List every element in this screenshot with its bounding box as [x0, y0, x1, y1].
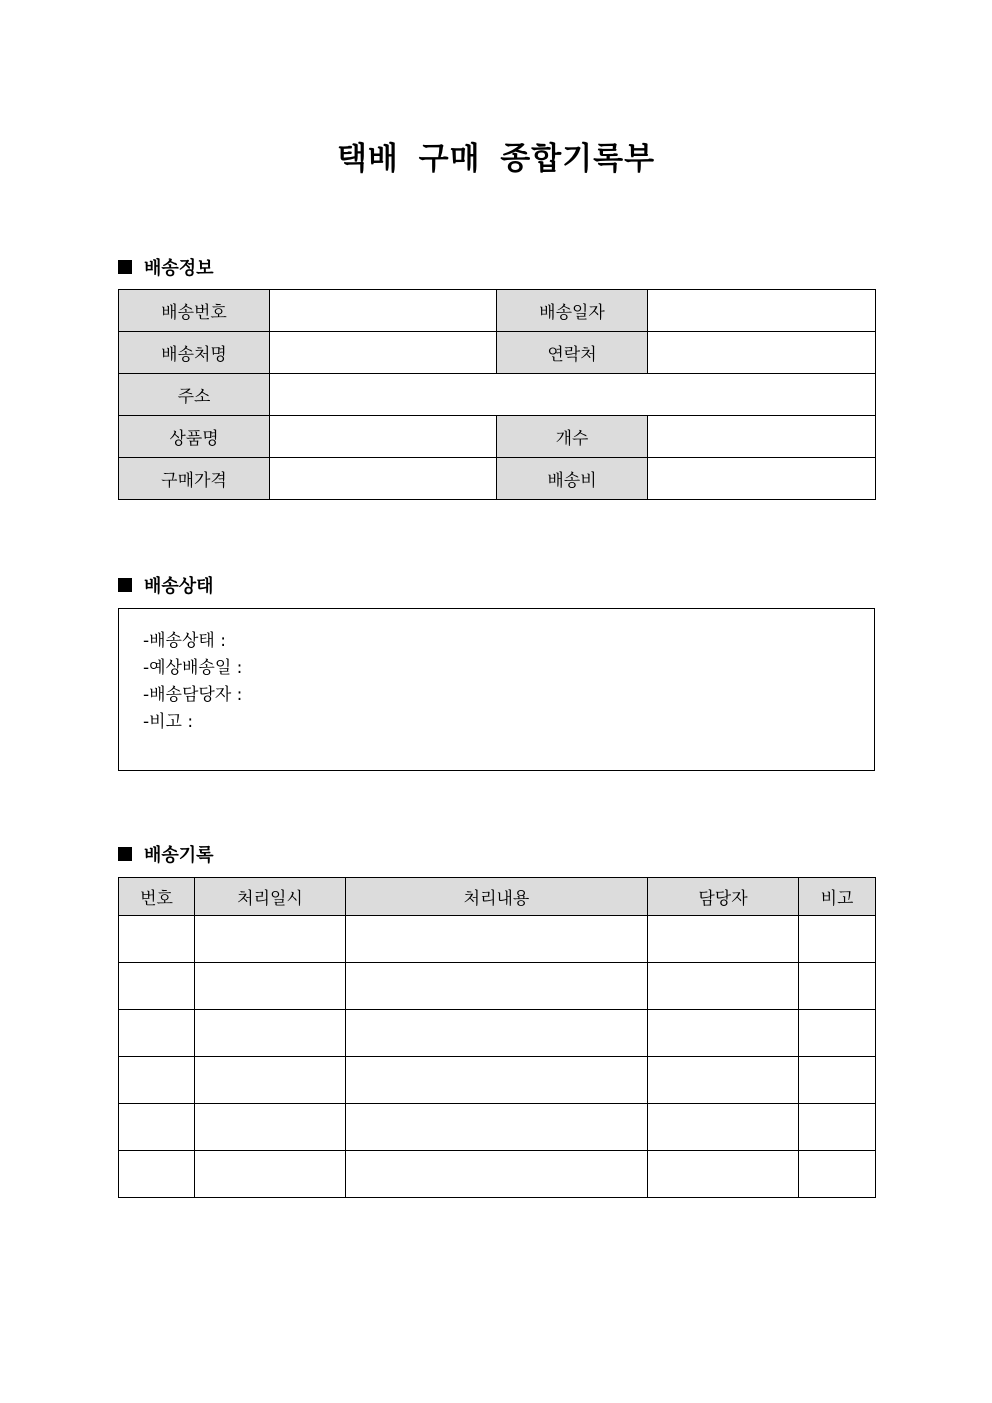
log-cell-no[interactable]	[119, 916, 195, 963]
status-expected-line: -예상배송일 :	[143, 658, 243, 678]
log-header-content: 처리내용	[346, 878, 648, 916]
square-bullet-icon	[118, 578, 132, 592]
log-cell-datetime[interactable]	[195, 1010, 346, 1057]
log-cell-content[interactable]	[346, 1010, 648, 1057]
table-row	[119, 458, 876, 500]
log-cell-datetime[interactable]	[195, 1057, 346, 1104]
table-row	[119, 332, 876, 374]
delivery-status-box[interactable]	[118, 608, 875, 771]
status-state-line: -배송상태 :	[143, 631, 226, 651]
log-header-manager: 담당자	[648, 878, 799, 916]
log-cell-manager[interactable]	[648, 1010, 799, 1057]
log-cell-manager[interactable]	[648, 1151, 799, 1198]
square-bullet-icon	[118, 260, 132, 274]
section-heading-status-label: 배송상태	[144, 576, 214, 597]
contact-label: 연락처	[497, 332, 648, 374]
contact-field[interactable]	[648, 332, 876, 374]
log-header-note: 비고	[799, 878, 876, 916]
table-row	[119, 1010, 876, 1057]
quantity-label: 개수	[497, 416, 648, 458]
status-manager-line: -배송담당자 :	[143, 685, 243, 705]
section-heading-log-label: 배송기록	[144, 845, 214, 866]
delivery-date-field[interactable]	[648, 290, 876, 332]
log-cell-content[interactable]	[346, 1151, 648, 1198]
section-heading-status	[118, 572, 214, 598]
shipping-fee-label: 배송비	[497, 458, 648, 500]
log-cell-no[interactable]	[119, 1057, 195, 1104]
address-field[interactable]	[270, 374, 876, 416]
log-body	[119, 916, 876, 1198]
address-label: 주소	[119, 374, 270, 416]
log-header-no: 번호	[119, 878, 195, 916]
log-cell-datetime[interactable]	[195, 963, 346, 1010]
log-cell-note[interactable]	[799, 1010, 876, 1057]
recipient-field[interactable]	[270, 332, 497, 374]
log-cell-content[interactable]	[346, 1104, 648, 1151]
log-cell-no[interactable]	[119, 963, 195, 1010]
log-cell-datetime[interactable]	[195, 916, 346, 963]
log-cell-no[interactable]	[119, 1151, 195, 1198]
delivery-date-label: 배송일자	[497, 290, 648, 332]
table-row	[119, 290, 876, 332]
delivery-no-label: 배송번호	[119, 290, 270, 332]
section-heading-info	[118, 254, 214, 280]
product-label: 상품명	[119, 416, 270, 458]
table-row	[119, 916, 876, 963]
log-cell-content[interactable]	[346, 963, 648, 1010]
log-cell-manager[interactable]	[648, 916, 799, 963]
log-cell-content[interactable]	[346, 1057, 648, 1104]
section-heading-log	[118, 841, 214, 867]
table-row	[119, 1104, 876, 1151]
delivery-log-table	[118, 877, 876, 1198]
delivery-no-field[interactable]	[270, 290, 497, 332]
status-note-line: -비고 :	[143, 712, 194, 732]
price-field[interactable]	[270, 458, 497, 500]
quantity-field[interactable]	[648, 416, 876, 458]
log-cell-note[interactable]	[799, 963, 876, 1010]
log-header-datetime: 처리일시	[195, 878, 346, 916]
product-field[interactable]	[270, 416, 497, 458]
log-cell-no[interactable]	[119, 1010, 195, 1057]
table-header-row	[119, 878, 876, 916]
price-label: 구매가격	[119, 458, 270, 500]
log-cell-content[interactable]	[346, 916, 648, 963]
table-row	[119, 416, 876, 458]
log-cell-note[interactable]	[799, 916, 876, 963]
status-lines	[143, 628, 242, 736]
recipient-label: 배송처명	[119, 332, 270, 374]
log-cell-manager[interactable]	[648, 1104, 799, 1151]
square-bullet-icon	[118, 847, 132, 861]
log-cell-datetime[interactable]	[195, 1104, 346, 1151]
shipping-fee-field[interactable]	[648, 458, 876, 500]
log-cell-no[interactable]	[119, 1104, 195, 1151]
table-row	[119, 374, 876, 416]
log-cell-datetime[interactable]	[195, 1151, 346, 1198]
log-cell-manager[interactable]	[648, 963, 799, 1010]
table-row	[119, 963, 876, 1010]
table-row	[119, 1057, 876, 1104]
table-row	[119, 1151, 876, 1198]
log-cell-note[interactable]	[799, 1057, 876, 1104]
delivery-info-table	[118, 289, 876, 500]
page-title: 택배 구매 종합기록부	[336, 141, 656, 177]
log-cell-note[interactable]	[799, 1151, 876, 1198]
section-heading-info-label: 배송정보	[144, 258, 214, 279]
log-cell-note[interactable]	[799, 1104, 876, 1151]
log-cell-manager[interactable]	[648, 1057, 799, 1104]
